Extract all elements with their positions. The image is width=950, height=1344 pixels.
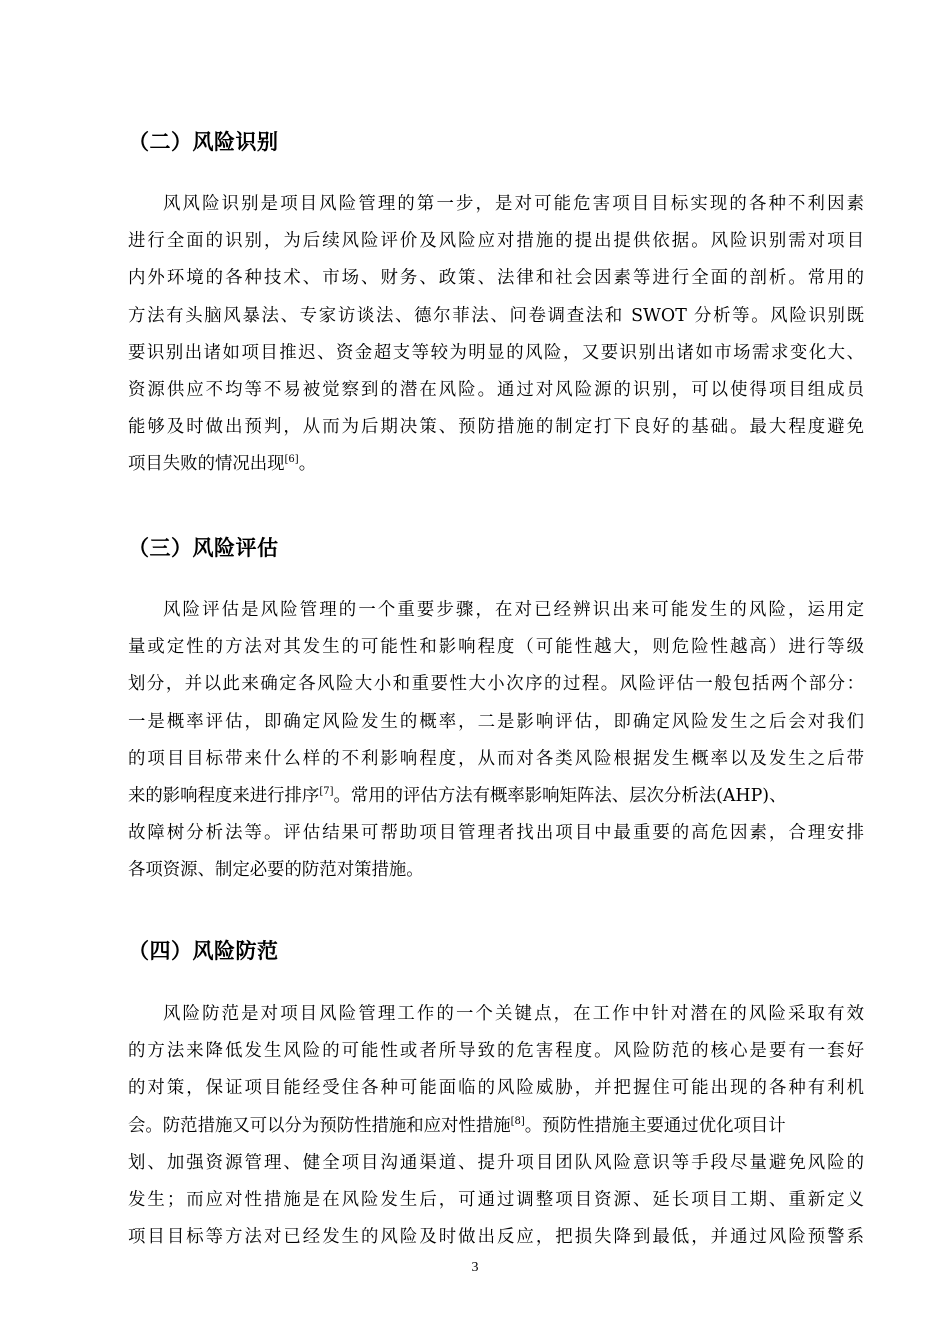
paragraph-line: 风风险识别是项目风险管理的第一步，是对可能危害项目目标实现的各种不利因素 xyxy=(163,194,864,214)
paragraph-line xyxy=(128,778,864,815)
line-text: 。 xyxy=(298,454,317,475)
paragraph-line: 进行全面的识别，为后续风险评价及风险应对措施的提出提供依据。风险识别需对项目 xyxy=(128,231,864,252)
paragraph-line: 一是概率评估，即确定风险发生的概率，二是影响评估，即确定风险发生之后会对我们 xyxy=(128,711,864,732)
paragraph-risk-assessment xyxy=(128,592,864,890)
paragraph-line: 量或定性的方法对其发生的可能性和影响程度（可能性越大，则危险性越高）进行等级 xyxy=(128,637,864,658)
paragraph-line: 划分，并以此来确定各风险大小和重要性大小次序的过程。风险评估一般包括两个部分： xyxy=(128,674,864,695)
paragraph-line: 风险防范是对项目风险管理工作的一个关键点，在工作中针对潜在的风险采取有效 xyxy=(163,1004,864,1024)
paragraph-line: 项目目标等方法对已经发生的风险及时做出反应，把损失降到最低，并通过风险预警系 xyxy=(128,1227,864,1248)
paragraph-line: 资源供应不均等不易被觉察到的潜在风险。通过对风险源的识别，可以使得项目组成员 xyxy=(128,379,864,400)
section-heading-risk-assessment: （三）风险评估 xyxy=(128,536,279,560)
paragraph-line: 风险评估是风险管理的一个重要步骤，在对已经辨识出来可能发生的风险，运用定 xyxy=(163,600,864,620)
paragraph-line xyxy=(128,446,864,483)
paragraph-line xyxy=(128,1108,864,1145)
paragraph-line: 方法有头脑风暴法、专家访谈法、德尔菲法、问卷调查法和 SWOT 分析等。风险识别既 xyxy=(128,305,864,326)
paragraph-line: 划、加强资源管理、健全项目沟通渠道、提升项目团队风险意识等手段尽量避免风险的 xyxy=(128,1152,864,1173)
paragraph-line: 的对策，保证项目能经受住各种可能面临的风险威胁，并把握住可能出现的各种有利机 xyxy=(128,1078,864,1099)
citation-8: [8] xyxy=(510,1115,525,1127)
paragraph-risk-prevention xyxy=(128,996,864,1256)
paragraph-line: 故障树分析法等。评估结果可帮助项目管理者找出项目中最重要的高危因素，合理安排 xyxy=(128,823,864,844)
page-number: 3 xyxy=(471,1260,479,1275)
line-text: 来的影响程度来进行排序 xyxy=(128,785,320,806)
citation-7: [7] xyxy=(319,785,334,797)
section-heading-risk-prevention: （四）风险防范 xyxy=(128,939,279,963)
line-text: 。常用的评估方法有概率影响矩阵法、层次分析法(AHP)、 xyxy=(333,785,787,806)
paragraph-line: 内外环境的各种技术、市场、财务、政策、法律和社会因素等进行全面的剖析。常用的 xyxy=(128,268,864,289)
paragraph-line: 的项目目标带来什么样的不利影响程度，从而对各类风险根据发生概率以及发生之后带 xyxy=(128,748,864,769)
paragraph-line: 发生；而应对性措施是在风险发生后，可通过调整项目资源、延长项目工期、重新定义 xyxy=(128,1189,864,1210)
paragraph-risk-identification xyxy=(128,186,864,484)
citation-6: [6] xyxy=(284,454,299,466)
line-text: 项目失败的情况出现 xyxy=(128,454,285,475)
paragraph-line: 各项资源、制定必要的防范对策措施。 xyxy=(128,860,424,881)
paragraph-line: 的方法来降低发生风险的可能性或者所导致的危害程度。风险防范的核心是要有一套好 xyxy=(128,1041,864,1062)
paragraph-line: 要识别出诸如项目推迟、资金超支等较为明显的风险，又要识别出诸如市场需求变化大、 xyxy=(128,342,864,363)
section-heading-risk-identification: （二）风险识别 xyxy=(128,130,279,154)
line-text: 会。防范措施又可以分为预防性措施和应对性措施 xyxy=(128,1115,511,1136)
line-text: 。预防性措施主要通过优化项目计 xyxy=(524,1115,786,1136)
paragraph-line: 能够及时做出预判，从而为后期决策、预防措施的制定打下良好的基础。最大程度避免 xyxy=(128,417,864,438)
